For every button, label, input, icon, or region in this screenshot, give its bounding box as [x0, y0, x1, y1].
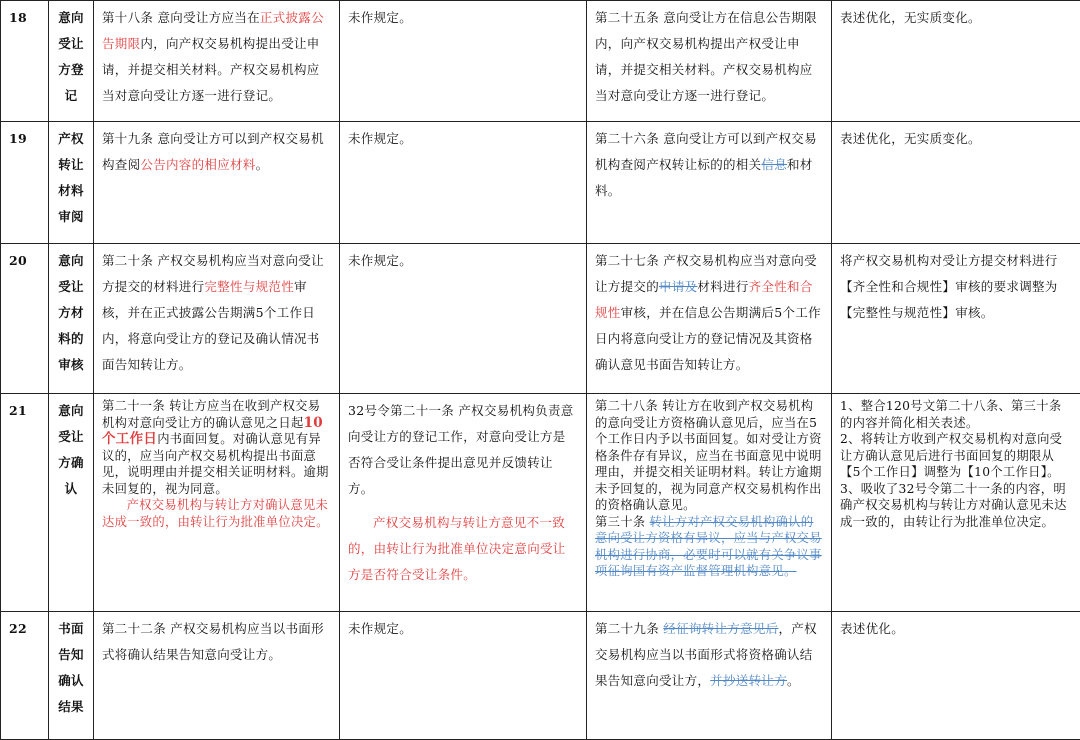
highlighted-text: 正式披露公告期限	[102, 10, 324, 51]
text-segment: 材料进行	[697, 279, 748, 294]
topic-cell: 意向受让方登记	[49, 1, 94, 122]
doc120-deleted-article	[595, 514, 823, 580]
doc120-cell	[587, 244, 832, 394]
table-row	[1, 394, 1080, 612]
analysis-item: 2、将转让方收到产权交易机构对意向受让方确认意见后进行书面回复的期限从【5个工作日】调整为【10个工作日】。	[840, 431, 1072, 481]
text-segment: 审核，并在正式披露公告期满5个工作日内，将意向受让方的登记及确认情况书面告知转让方。	[102, 279, 320, 372]
new-rule-text	[102, 253, 324, 372]
text-segment: 第二十一条 转让方应当在收到产权交易机构对意向受让方的确认意见之日起	[102, 399, 320, 430]
highlighted-text: 完整性与规范性	[204, 279, 294, 294]
highlighted-text: 公告内容的相应材料	[140, 157, 255, 172]
article-number: 22	[1, 612, 49, 740]
doc120-cell	[587, 122, 832, 244]
doc120-cell	[587, 1, 832, 122]
table-row	[1, 122, 1080, 244]
analysis-cell: 表述优化，无实质变化。	[832, 122, 1080, 244]
topic-cell: 意向受让方确认	[49, 394, 94, 612]
doc120-text	[595, 621, 817, 688]
new-rule-text	[102, 10, 324, 103]
new-rule-cell	[94, 1, 340, 122]
doc120-cell	[587, 612, 832, 740]
text-segment: 第二十九条	[595, 621, 663, 636]
text-segment: 。	[256, 157, 269, 172]
new-rule-cell	[94, 394, 340, 612]
deleted-text: 并抄送转让方	[710, 673, 787, 688]
doc120-text	[595, 131, 817, 198]
analysis-cell: 表述优化，无实质变化。	[832, 1, 1080, 122]
text-segment: 第二十六条 意向受让方可以到产权交易机构查阅产权转让标的的相关	[595, 131, 817, 172]
highlighted-text: 齐全性和合规性	[595, 279, 813, 320]
doc120-text	[595, 253, 821, 372]
table-row	[1, 612, 1080, 740]
text-segment: 第十八条 意向受让方应当在	[102, 10, 260, 25]
table-row	[1, 1, 1080, 122]
article-number: 21	[1, 394, 49, 612]
text-segment: 内，向产权交易机构提出受让申请，并提交相关材料。产权交易机构应当对意向受让方逐一进行登记。	[102, 36, 320, 103]
text-segment: 第二十二条 产权交易机构应当以书面形式将确认结果告知意向受让方。	[102, 621, 324, 662]
doc120-text	[595, 10, 817, 103]
doc120-cell	[587, 394, 832, 612]
new-rule-text	[102, 398, 331, 497]
order32-cell	[340, 394, 587, 612]
analysis-cell: 将产权交易机构对受让方提交材料进行【齐全性和合规性】审核的要求调整为【完整性与规范性】审核。	[832, 244, 1080, 394]
new-rule-red-paragraph: 产权交易机构与转让方对确认意见未达成一致的，由转让行为批准单位决定。	[102, 497, 331, 530]
topic-cell: 意向受让方材料的审核	[49, 244, 94, 394]
article-number: 19	[1, 122, 49, 244]
doc120-text: 第二十八条 转让方在收到产权交易机构的意向受让方资格确认意见后，应当在5个工作日内予以书面回复。如对受让方资格条件存有异议，应当在书面意见中说明理由，并提交相关证明材料。转让方逾期未予回复的，视为同意产权交易机构作出的资格确认意见。	[595, 398, 823, 514]
deleted-text: 信息	[761, 157, 787, 172]
analysis-cell: 表述优化。	[832, 612, 1080, 740]
analysis-item: 3、吸收了32号令第二十一条的内容，明确产权交易机构与转让方对确认意见未达成一致的，由转让行为批准单位决定。	[840, 481, 1072, 531]
new-rule-text	[102, 621, 324, 662]
new-rule-cell	[94, 244, 340, 394]
deleted-text: 转让方对产权交易机构确认的意向受让方资格有异议，应当与产权交易机构进行协商，必要时可以就有关争议事项征询国有资产监督管理机构意见。	[595, 515, 822, 579]
new-rule-cell	[94, 122, 340, 244]
text-segment: 。	[787, 673, 800, 688]
text-segment: 第三十条	[595, 515, 650, 529]
text-segment: 第二十七条 产权交易机构应当对意向受让方提交的	[595, 253, 817, 294]
order32-text: 32号令第二十一条 产权交易机构负责意向受让方的登记工作，对意向受让方是否符合受让条件提出意见并反馈转让方。	[348, 398, 578, 502]
order32-cell: 未作规定。	[340, 612, 587, 740]
text-segment: 和材料。	[595, 157, 813, 198]
order32-red-paragraph: 产权交易机构与转让方意见不一致的，由转让行为批准单位决定意向受让方是否符合受让条件。	[348, 510, 578, 588]
text-segment: 内书面回复。对确认意见有异议的，应当向产权交易机构提出书面意见，说明理由并提交相关证明材料。逾期未回复的，视为同意。	[102, 432, 329, 496]
article-number: 18	[1, 1, 49, 122]
article-number: 20	[1, 244, 49, 394]
order32-cell: 未作规定。	[340, 1, 587, 122]
table-row	[1, 244, 1080, 394]
deleted-text: 经征询转让方意见后	[663, 621, 778, 636]
text-segment: 第二十条 产权交易机构应当对意向受让方提交的材料进行	[102, 253, 324, 294]
analysis-item: 1、整合120号文第二十八条、第三十条的内容并简化相关表述。	[840, 398, 1072, 431]
order32-cell: 未作规定。	[340, 122, 587, 244]
text-segment: ，产权交易机构应当以书面形式将资格确认结果告知意向受让方，	[595, 621, 817, 688]
highlighted-text: 10个工作日	[102, 415, 323, 448]
topic-cell: 书面告知确认结果	[49, 612, 94, 740]
new-rule-text	[102, 131, 324, 172]
text-segment: 第二十五条 意向受让方在信息公告期限内，向产权交易机构提出产权受让申请，并提交相关材料。产权交易机构应当对意向受让方逐一进行登记。	[595, 10, 817, 103]
topic-cell: 产权转让材料审阅	[49, 122, 94, 244]
text-segment: 审核，并在信息公告期满后5个工作日内将意向受让方的登记情况及其资格确认意见书面告知转让方。	[595, 305, 821, 372]
order32-cell: 未作规定。	[340, 244, 587, 394]
deleted-text: 申请及	[659, 279, 697, 294]
text-segment: 第十九条 意向受让方可以到产权交易机构查阅	[102, 131, 324, 172]
new-rule-cell	[94, 612, 340, 740]
analysis-cell	[832, 394, 1080, 612]
